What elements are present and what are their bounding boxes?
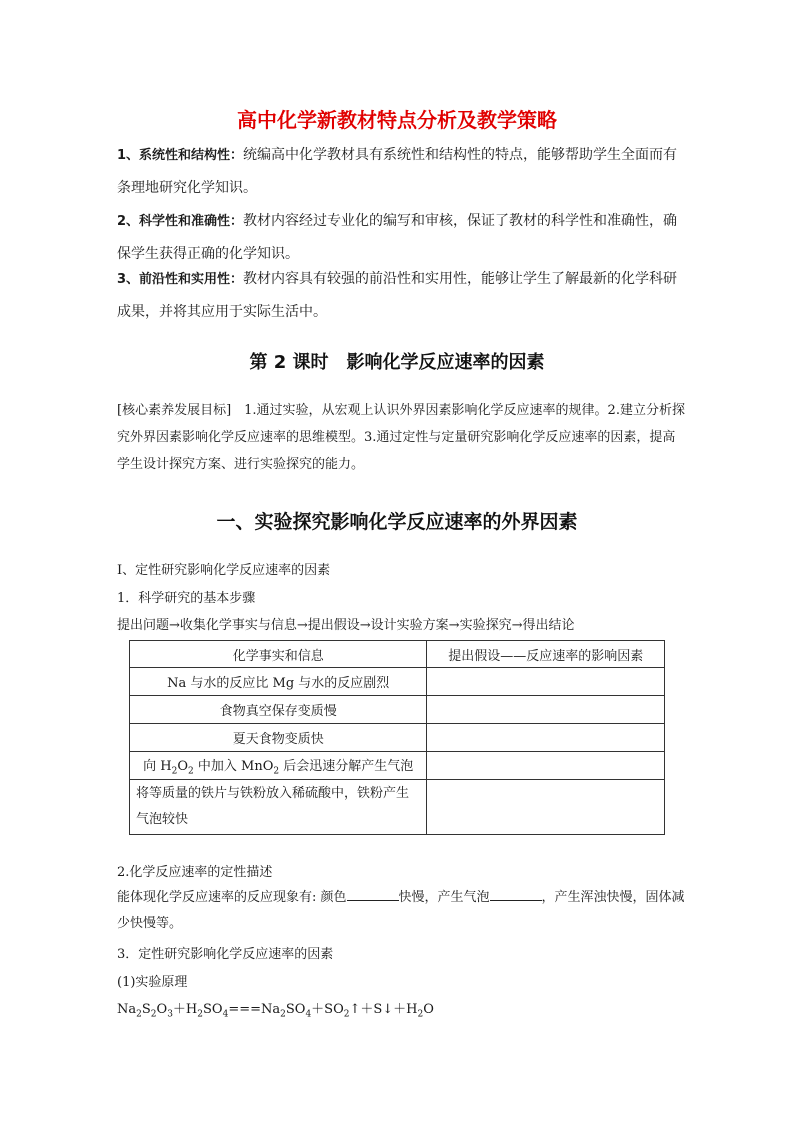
step2-text-b: 快慢，产生气泡 [398,890,490,905]
step1-heading: 1．科学研究的基本步骤 [117,591,256,606]
feature-1-text: 统编高中化学教材具有系统性和结构性的特点，能够帮助学生全面而有条理地研究化学知识。 [117,147,678,196]
equation-subscript: 2 [417,1009,424,1020]
feature-3-text: 教材内容具有较强的前沿性和实用性，能够让学生了解最新的化学科研成果，并将其应用于实际生活中。 [117,271,678,320]
equation-subscript: 4 [222,1009,229,1020]
step2-text [117,885,687,937]
facts-table [129,640,665,835]
equation-subscript: 2 [343,1009,350,1020]
equation-part: O [156,1002,168,1017]
fact-text: O [177,758,189,774]
fact-cell: Na 与水的反应比 Mg 与水的反应剧烈 [130,668,427,696]
equation-subscript: 2 [280,1009,286,1020]
table-row [130,752,665,780]
feature-1 [117,139,682,205]
step2-text-c: ，产生浑浊快慢，固体减少快慢等。 [117,890,685,931]
table-header-row [130,641,665,668]
equation-part: Na [117,1002,137,1017]
feature-2 [117,205,682,271]
hypothesis-cell [427,780,665,835]
fact-text: 中加入 MnO [193,758,274,774]
steps-flow: 提出问题→收集化学事实与信息→提出假设→设计实验方案→实验探究→得出结论 [117,618,575,633]
step2-heading: 2.化学反应速率的定性描述 [117,865,273,880]
hypothesis-cell [427,696,665,724]
feature-3 [117,263,682,329]
chemical-equation [117,998,434,1020]
principle-heading: (1)实验原理 [117,975,188,990]
feature-2-label: 2、科学性和准确性： [117,214,244,229]
equation-part: ＋H [172,1002,198,1017]
lesson-title: 第 2 课时 影响化学反应速率的因素 [249,352,545,373]
hypothesis-cell [427,724,665,752]
equation-subscript: 2 [136,1009,142,1020]
fact-text: 后会迅速分解产生气泡 [279,758,414,774]
hypothesis-cell [427,668,665,696]
fact-cell: 夏天食物变质快 [130,724,427,752]
part1-heading: Ⅰ、定性研究影响化学反应速率的因素 [117,563,331,578]
equation-part: SO [285,1002,306,1017]
equation-part: ＋SO [311,1002,344,1017]
fact-subscript: 2 [273,766,280,777]
step3-heading: 3．定性研究影响化学反应速率的因素 [117,947,334,962]
equation-subscript: 3 [167,1009,173,1020]
equation-subscript: 2 [197,1009,203,1020]
table-row [130,696,665,724]
feature-3-label: 3、前沿性和实用性： [117,272,244,287]
table-row [130,668,665,696]
fill-blank-color[interactable] [347,888,399,901]
equation-subscript: 4 [305,1009,312,1020]
hypothesis-cell [427,752,665,780]
main-title: 高中化学新教材特点分析及教学策略 [237,108,557,132]
feature-1-label: 1、系统性和结构性： [117,148,244,163]
section-title: 一、实验探究影响化学反应速率的外界因素 [216,511,578,533]
feature-2-text: 教材内容经过专业化的编写和审核，保证了教材的科学性和准确性，确保学生获得正确的化学知识。 [117,213,678,262]
equation-subscript: 2 [150,1009,157,1020]
fact-text: 向 H [143,758,172,774]
equation-part: SO [203,1002,223,1017]
table-header-facts: 化学事实和信息 [130,641,427,668]
fact-cell: 食物真空保存变质慢 [130,696,427,724]
equation-part: O [423,1002,434,1017]
table-header-hypothesis: 提出假设——反应速率的影响因素 [427,641,665,668]
fact-cell [130,752,427,780]
fact-cell: 将等质量的铁片与铁粉放入稀硫酸中，铁粉产生气泡较快 [130,780,427,835]
step2-text-a: 能体现化学反应速率的反应现象有: 颜色 [117,890,347,905]
core-goals-label: [核心素养发展目标] [117,403,232,418]
equation-part: ↑＋S↓＋H [349,1002,418,1017]
fact-subscript: 2 [171,766,178,777]
fact-subscript: 2 [188,766,194,777]
core-goals-text: 1.通过实验，从宏观上认识外界因素影响化学反应速率的规律。2.建立分析探究外界因素影响化学反应速率的思维模型。3.通过定性与定量研究影响化学反应速率的因素，提高学生设计探究方案、进行实验探究的能力。 [117,403,685,472]
core-goals [117,397,687,478]
equation-part: ===Na [228,1002,281,1017]
equation-part: S [141,1002,151,1017]
table-row [130,724,665,752]
fill-blank-bubble[interactable] [490,888,542,901]
table-row [130,780,665,835]
